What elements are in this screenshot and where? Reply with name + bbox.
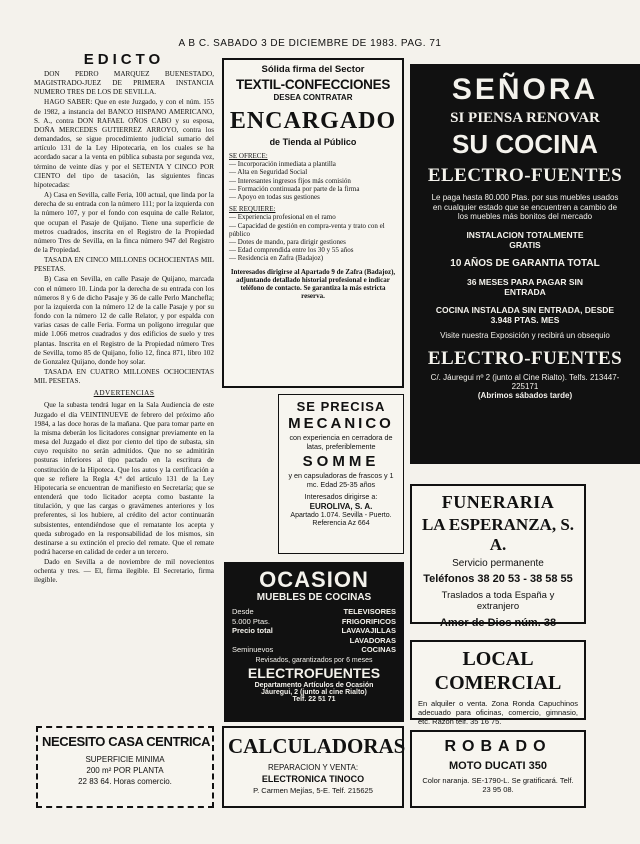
- edicto-intro: DON PEDRO MARQUEZ BUENESTADO, MAGISTRADO-JUEZ DE PRIMERA INSTANCIA NUMERO TRES DE LOS DE SEVILLA.: [34, 70, 214, 97]
- page-header: A B C. SABADO 3 DE DICIEMBRE DE 1983. PAG. 71: [178, 38, 442, 49]
- senora-line3: SU COCINA: [452, 129, 598, 159]
- textil-line5: de Tienda al Público: [269, 137, 357, 147]
- mecanico-frame: [278, 394, 404, 554]
- req-item: — Capacidad de gestión en compra-venta y trato con el público: [229, 221, 385, 238]
- senora-ad-frame: [410, 64, 640, 464]
- ocasion-brand: ELECTROFUENTES: [247, 664, 381, 681]
- local-text: En alquiler o venta. Zona Ronda Capuchinos adecuado para oficinas, comercio, gimnasio, etc. Razón telf. 35 16 75.: [418, 699, 578, 726]
- senora-brand2: ELECTRO-FUENTES: [427, 347, 623, 369]
- calc-line1: REPARACION Y VENTA:: [267, 763, 359, 772]
- calc-line3: P. Carmen Mejías, 5-E. Telf. 215625: [253, 786, 373, 795]
- casa-line2: 200 m² POR PLANTA: [86, 766, 164, 775]
- mecanico-line3: con experiencia en cerradora de latas, preferiblemente: [289, 433, 393, 451]
- mecanico-title: MECANICO: [288, 415, 394, 432]
- ocasion-row: Precio total LAVAVAJILLAS: [232, 626, 396, 636]
- mecanico-address: Apartado 1.074. Sevilla - Puerto.: [290, 512, 392, 519]
- funeraria-title: FUNERARIA: [441, 492, 555, 512]
- offer-item: — Incorporación inmediata a plantilla: [229, 160, 336, 169]
- ocasion-title: OCASION: [259, 567, 369, 592]
- edicto-paragraph: HAGO SABER: Que en este Juzgado, y con el núm. 155 de 1982, a instancia del BANCO HISPANO AMERICANO, S. A., contra DON RAFAEL OÑOS CABO y su esposa, DOÑA MERCEDES GUTIERREZ ARROYO, contra los demandados, se sigue procedimiento judicial sumario del artículo 131 de la Ley Hipotecaria, en los cuales se ha acordado sacar a la venta en pública subasta por segunda vez, término de veinte días y por el SETENTA Y CINCO POR CIENTO del tipo de tasación, las siguientes fincas hipotecadas:: [34, 98, 214, 189]
- edicto-tasada: TASADA EN CINCO MILLONES OCHOCIENTAS MIL PESETAS.: [34, 256, 214, 274]
- senora-hours: (Abrimos sábados tarde): [477, 390, 573, 400]
- edicto-paragraph: Que la subasta tendrá lugar en la Sala Audiencia de este Juzgado el día VEINTINUEVE de febrero del próximo año 1984, a las doce horas de la mañana. Que para tomar parte en la misma deberán los licitadores consignar previamente en la mesa del Juzgado el diez por ciento del tipo de subasta, sin cuyo requisito no serán admitidos. Que no se admitirán posturas inferiores al tipo pactado en la escritura de constitución de la Hipoteca. Que los autos y la certificación a que se refiere la Regla 4.ª del artículo 131 de la Ley Hipotecaria se encuentran de manifiesto en Secretaría; que se entenderá que todo licitador acepta como bastante la titulación, y que las cargas o gravámenes anteriores y los preferentes, si los hubiere, al crédito del actor continuarán subsistentes, entendiéndose que el rematante los acepta y queda subrogado en la responsabilidad de los mismos, sin destinarse a su extinción el precio del remate. Que el remate podrá hacerse en calidad de ceder a un tercero.: [34, 401, 214, 556]
- senora-text4: 36 MESES PARA PAGAR SIN ENTRADA: [466, 276, 584, 297]
- casa-ad: [36, 726, 214, 808]
- robado-title: ROBADO: [444, 738, 552, 755]
- mecanico-company: EUROLIVA, S. A.: [309, 502, 373, 511]
- somme-title: SOMME: [302, 453, 380, 470]
- offer-item: — Formación continuada por parte de la firma: [229, 184, 360, 193]
- senora-text2: INSTALACION TOTALMENTE GRATIS: [466, 229, 584, 250]
- textil-line1: Sólida firma del Sector: [261, 64, 365, 75]
- casa-line1: SUPERFICIE MINIMA: [85, 755, 165, 764]
- ocasion-phone: Telf. 22 51 71: [292, 695, 336, 703]
- funeraria-traslados: Traslados a toda España y extranjero: [441, 590, 555, 612]
- edicto-tasada: TASADA EN CUATRO MILLONES OCHOCIENTAS MIL PESETAS.: [34, 368, 214, 386]
- mecanico-line1: SE PRECISA: [296, 399, 386, 414]
- offer-item: — Apoyo en todas sus gestiones: [229, 193, 320, 202]
- edicto-paragraph: B) Casa en Sevilla, en calle Pasaje de Quijano, marcada con el número 10. Linda por la derecha de su entrada con los números 8 y 6 de dicho Pasaje y 36 de calle Perlo Manchefla; por la izquierda con la número 12 de la calle Pasaje y por su fondo con la número 12 de calle Relator, y por espalda con varias casas de calle Feria. Forma un polígono irregular que mide 1.066 metros cuadrados y dos edificios de suelo y tres plantas. Inscrita en el Registro de la Propiedad número Tres de Sevilla, tomo 85 de Quijano, folio 12, finca 871, libro 102 de Gonzalez Quijano, donde hoy solar.: [34, 275, 214, 366]
- senora-line2: SI PIENSA RENOVAR: [450, 110, 600, 126]
- ocasion-row: 5.000 Ptas. FRIGORIFICOS: [232, 616, 396, 626]
- funeraria-address: Amor de Dios núm. 38: [439, 617, 557, 629]
- ocasion-ad: [224, 562, 404, 722]
- funeraria-service: Servicio permanente: [452, 558, 544, 569]
- edicto-title: EDICTO: [83, 51, 165, 68]
- senora-text3: 10 AÑOS DE GARANTIA TOTAL: [450, 257, 600, 269]
- req-item: — Dotes de mando, para dirigir gestiones: [229, 238, 346, 247]
- req-item: — Experiencia profesional en el ramo: [229, 213, 336, 222]
- local-ad: [410, 640, 586, 726]
- casa-title: NECESITO CASA CENTRICA: [42, 734, 211, 749]
- local-title: LOCAL COMERCIAL: [434, 648, 562, 694]
- senora-brand: ELECTRO-FUENTES: [427, 165, 623, 186]
- senora-title: SEÑORA: [451, 73, 599, 106]
- req-item: — Residencia en Zafra (Badajoz): [229, 254, 324, 263]
- ocasion-guarantee: Revisados, garantizados por 6 meses: [255, 656, 373, 664]
- edicto-column: [34, 52, 214, 812]
- ocasion-row: LAVADORAS: [349, 635, 396, 645]
- funeraria-phones: Teléfonos 38 20 53 - 38 58 55: [423, 573, 573, 585]
- mecanico-line5: y en capsuladoras de frascos y 1 mc. Edad 25-35 años: [288, 471, 394, 489]
- ocasion-address: Jáuregui, 2 (junto al cine Rialto): [261, 688, 367, 696]
- robado-ad: [410, 730, 586, 808]
- calc-title: CALCULADORAS: [228, 734, 406, 758]
- textil-line2: TEXTIL-CONFECCIONES: [235, 77, 391, 92]
- textil-closing: Interesados dirigirse al Apartado 9 de Zafra (Badajoz), adjuntando detallado historial profesional e indicar teléfono de contacto. Se garantiza la más estricta reserva.: [230, 267, 396, 301]
- textil-line3: DESEA CONTRATAR: [273, 93, 353, 102]
- robado-line2: Color naranja. SE-1790-L. Se gratificará. Telf. 23 95 08.: [422, 776, 574, 794]
- encargado-title: ENCARGADO: [229, 108, 397, 134]
- ocasion-dept: Departamento Artículos de Ocasión: [254, 681, 374, 689]
- senora-text1: Le paga hasta 80.000 Ptas. por sus muebles usados en cualquier estado que se encuentren a cambio de los muebles más bonitos del mercado: [431, 193, 619, 222]
- funeraria-ad: [410, 484, 586, 629]
- casa-line3: 22 83 64. Horas comercio.: [78, 777, 172, 786]
- mecanico-line6: Interesados dirigirse a:: [304, 492, 378, 501]
- req-item: — Edad comprendida entre los 30 y 55 años: [229, 246, 354, 255]
- offer-item: — Interesantes ingresos fijos más comisión: [229, 176, 351, 185]
- advertencias-heading: ADVERTENCIAS: [93, 389, 155, 398]
- edicto-paragraph: Dado en Sevilla a de noviembre de mil novecientos ochenta y tres. — El, firma ilegible. El Secretario, firma ilegible.: [34, 558, 214, 585]
- robado-line1: MOTO DUCATI 350: [449, 760, 547, 772]
- ocasion-rows: [232, 607, 396, 655]
- req-title: SE REQUIERE:: [229, 205, 276, 214]
- ocasion-subtitle: MUEBLES DE COCINAS: [256, 592, 372, 603]
- calc-line2: ELECTRONICA TINOCO: [261, 774, 365, 784]
- senora-text6: Visite nuestra Exposición y recibirá un obsequio: [440, 330, 610, 340]
- textil-ad: [222, 58, 404, 388]
- offers-title: SE OFRECE:: [229, 152, 268, 160]
- edicto-paragraph: A) Casa en Sevilla, calle Feria, 100 actual, que linda por la derecha de su entrada con la número 111; por la izquierda con la número 107, y por el fondo con esquina de calle Relator, que ocupan el Pasaje de Quijano. Tiene una superficie de metros cuadrados, inscrita en el Registro de la Propiedad número Tres de Sevilla, en la finca número 947 del Registro de la Propiedad.: [34, 191, 214, 254]
- ocasion-row: Seminuevos COCINAS: [232, 645, 396, 655]
- mecanico-ref: Referencia Az 664: [312, 520, 370, 527]
- senora-text5: COCINA INSTALADA SIN ENTRADA, DESDE 3.948 PTAS. MES: [435, 304, 615, 325]
- offer-item: — Alta en Seguridad Social: [229, 168, 308, 177]
- calc-ad: [222, 726, 404, 808]
- funeraria-name: LA ESPERANZA, S. A.: [421, 515, 575, 554]
- ocasion-row: Desde TELEVISORES: [232, 607, 396, 616]
- senora-address: C/. Jáuregui nº 2 (junto al Cine Rialto). Telfs. 213447-225171: [430, 372, 620, 391]
